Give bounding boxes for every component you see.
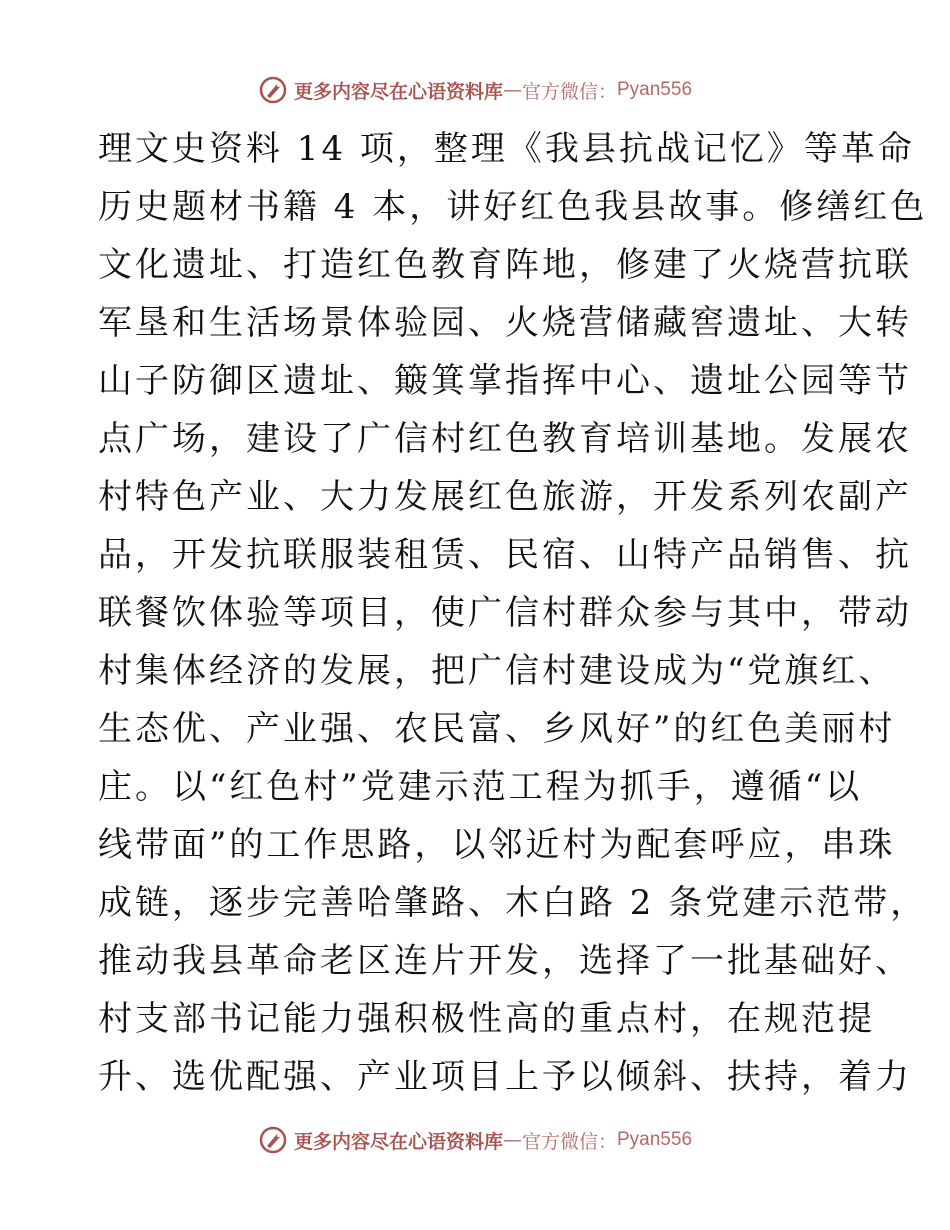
pen-nib-circle-icon <box>258 1125 288 1155</box>
body-line: 军垦和生活场景体验园、火烧营储藏窖遗址、大转 <box>98 303 912 343</box>
body-line: 理文史资料 14 项，整理《我县抗战记忆》等革命 <box>98 129 915 169</box>
body-line: 联餐饮体验等项目，使广信村群众参与其中，带动 <box>98 593 912 633</box>
header-dash: — <box>502 79 522 101</box>
footer-dash: — <box>502 1129 522 1151</box>
body-line: 文化遗址、打造红色教育阵地，修建了火烧营抗联 <box>98 245 912 285</box>
body-line: 历史题材书籍 4 本，讲好红色我县故事。修缮红色 <box>98 187 928 227</box>
footer-wechat-id: Pyan556 <box>617 1129 693 1150</box>
body-line: 成链，逐步完善哈肇路、木白路 2 条党建示范带， <box>98 883 928 923</box>
body-line: 品，开发抗联服装租赁、民宿、山特产品销售、抗 <box>98 535 912 575</box>
header-brand-text: 更多内容尽在心语资料库 <box>293 80 503 103</box>
header-watermark <box>0 70 950 110</box>
body-line: 推动我县革命老区连片开发，选择了一批基础好、 <box>98 941 912 981</box>
body-line: 村支部书记能力强积极性高的重点村，在规范提 <box>98 999 875 1039</box>
body-line: 点广场，建设了广信村红色教育培训基地。发展农 <box>98 419 912 459</box>
document-body <box>98 120 928 1106</box>
header-wechat-id: Pyan556 <box>617 79 693 100</box>
header-official-label: 官方微信： <box>521 80 617 103</box>
pen-nib-circle-icon <box>258 75 288 105</box>
body-line: 线带面”的工作思路，以邻近村为配套呼应，串珠 <box>98 825 896 865</box>
body-line: 山子防御区遗址、簸箕掌指挥中心、遗址公园等节 <box>98 361 912 401</box>
footer-brand-text: 更多内容尽在心语资料库 <box>293 1130 503 1153</box>
footer-official-label: 官方微信： <box>521 1130 617 1153</box>
body-line: 升、选优配强、产业项目上予以倾斜、扶持，着力 <box>98 1057 912 1097</box>
footer-watermark <box>0 1120 950 1160</box>
body-line: 庄。以“红色村”党建示范工程为抓手，遵循“以 <box>98 767 863 807</box>
body-line: 生态优、产业强、农民富、乡风好”的红色美丽村 <box>98 709 896 749</box>
body-line: 村集体经济的发展，把广信村建设成为“党旗红、 <box>98 651 896 691</box>
body-line: 村特色产业、大力发展红色旅游，开发系列农副产 <box>98 477 912 517</box>
